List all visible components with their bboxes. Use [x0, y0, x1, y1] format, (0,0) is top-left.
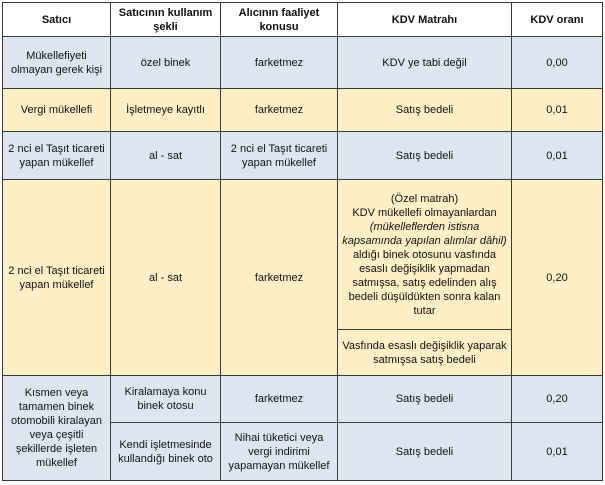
cell-buyer: farketmez [221, 180, 338, 376]
table-row [3, 180, 603, 330]
cell-seller: Mükellefiyeti olmayan gerek kişi [3, 37, 111, 89]
cell-rate: 0,20 [512, 180, 603, 376]
table-row [3, 376, 603, 423]
cell-usage: İşletmeye kayıtlı [111, 89, 221, 132]
cell-rate: 0,01 [512, 89, 603, 132]
table-row [3, 89, 603, 132]
cell-seller: Kısmen veya tamamen binek otomobili kiralayan veya çeşitli şekillerde işleten mükellef [3, 376, 111, 481]
kdv-rate-table [2, 2, 603, 481]
cell-base: Vasfında esaslı değişiklik yaparak satmışsa satış bedeli [338, 330, 512, 376]
cell-base: KDV ye tabi değil [338, 37, 512, 89]
header-rate: KDV oranı [512, 3, 603, 37]
cell-usage: al - sat [111, 180, 221, 376]
cell-seller: Vergi mükellefi [3, 89, 111, 132]
cell-base: Satış bedeli [338, 423, 512, 481]
special-base-rest: aldığı binek otosunu vasfında esaslı değişiklik yapmadan satmışsa, satış edelinden alış bedeli düşüldükten sonra kalan tutar [348, 248, 501, 317]
cell-base-special [338, 180, 512, 330]
table-row [3, 37, 603, 89]
cell-buyer: 2 nci el Taşıt ticareti yapan mükellef [221, 132, 338, 180]
cell-seller: 2 nci el Taşıt ticareti yapan mükellef [3, 132, 111, 180]
cell-base: Satış bedeli [338, 376, 512, 423]
table-row [3, 132, 603, 180]
special-base-text: KDV mükellefi olmayanlardan [352, 206, 497, 219]
cell-buyer: farketmez [221, 376, 338, 423]
special-base-label: (Özel matrah) [390, 192, 459, 205]
cell-base: Satış bedeli [338, 132, 512, 180]
header-usage: Satıcının kullanım şekli [111, 3, 221, 37]
header-seller: Satıcı [3, 3, 111, 37]
cell-buyer: farketmez [221, 37, 338, 89]
header-row [3, 3, 603, 37]
cell-buyer: Nihai tüketici veya vergi indirimi yapamayan mükellef [221, 423, 338, 481]
header-base: KDV Matrahı [338, 3, 512, 37]
cell-usage: Kiralamaya konu binek otosu [111, 376, 221, 423]
cell-rate: 0,01 [512, 132, 603, 180]
cell-seller: 2 nci el Taşıt ticareti yapan mükellef [3, 180, 111, 376]
cell-rate: 0,20 [512, 376, 603, 423]
special-base-italic: (mükelleflerden istisna kapsamında yapılan alımlar dâhil) [342, 220, 507, 247]
cell-buyer: farketmez [221, 89, 338, 132]
cell-base: Satış bedeli [338, 89, 512, 132]
cell-usage: al - sat [111, 132, 221, 180]
cell-rate: 0,01 [512, 423, 603, 481]
cell-rate: 0,00 [512, 37, 603, 89]
cell-usage: özel binek [111, 37, 221, 89]
cell-usage: Kendi işletmesinde kullandığı binek oto [111, 423, 221, 481]
header-buyer: Alıcının faaliyet konusu [221, 3, 338, 37]
